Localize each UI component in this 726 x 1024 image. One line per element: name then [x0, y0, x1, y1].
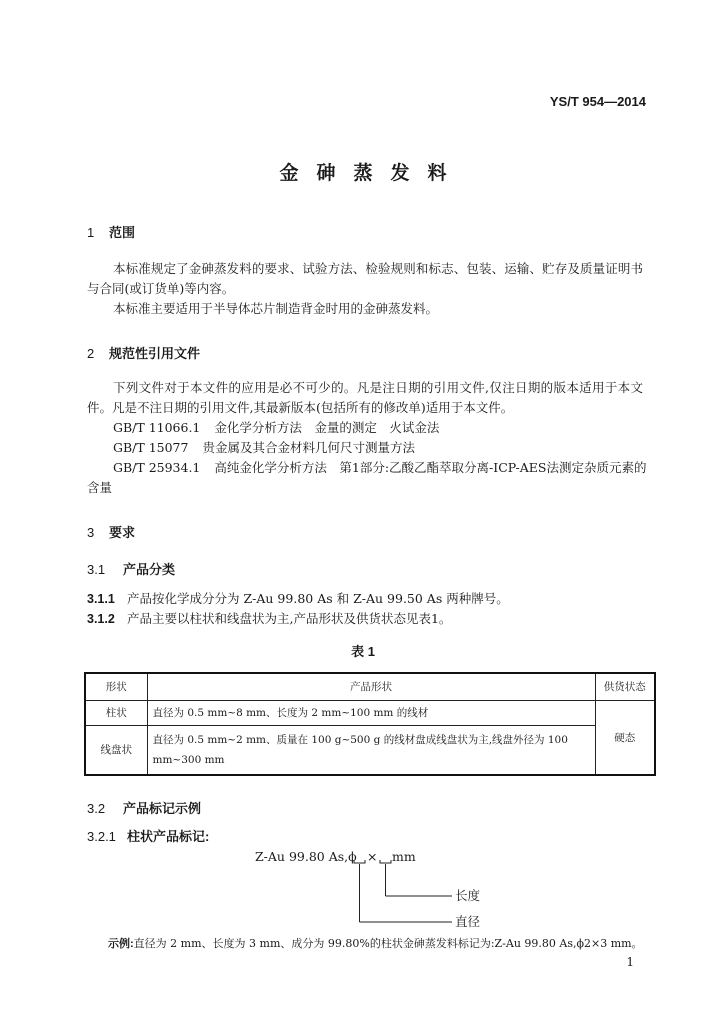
marking-cross: ×: [367, 849, 378, 864]
section-title: 产品标记示例: [123, 801, 202, 816]
table-header-row: [85, 673, 655, 701]
reference-code: GB/T 15077: [113, 440, 189, 455]
clause-3-1-2: [87, 609, 451, 629]
section-2-paragraph-1: 下列文件对于本文件的应用是必不可少的。凡是注日期的引用文件,仅注日期的版本适用于本文件。凡是不注日期的引用文件,其最新版本(包括所有的修改单)适用于本文件。: [87, 380, 643, 415]
table-cell-shape: 柱状: [85, 701, 147, 726]
section-number: 1: [87, 225, 95, 240]
table-cell-shape: 线盘状: [85, 726, 147, 776]
section-number: 3: [87, 525, 95, 540]
section-title: 规范性引用文件: [109, 346, 201, 361]
clause-3-1-1: [87, 589, 509, 609]
section-title: 柱状产品标记:: [127, 829, 210, 844]
section-number: 3.2.1: [87, 829, 116, 844]
section-title: 范围: [109, 225, 136, 240]
length-box: [380, 860, 391, 863]
reference-code: GB/T 25934.1: [113, 460, 201, 475]
marking-prefix: Z-Au 99.80 As,ϕ: [255, 849, 357, 864]
clause-text: 产品按化学成分分为 Z-Au 99.80 As 和 Z-Au 99.50 As 两种牌号。: [127, 591, 509, 606]
reference-item: [87, 458, 647, 498]
clause-number: 3.1.2: [87, 612, 115, 626]
example-note: [108, 935, 643, 951]
section-3-heading: [87, 522, 135, 541]
subsection-3-2-heading: [87, 798, 201, 817]
section-number: 2: [87, 346, 95, 361]
section-1-heading: [87, 222, 135, 241]
reference-code: GB/T 11066.1: [113, 420, 201, 435]
section-title: 产品分类: [123, 562, 176, 577]
page-number: 1: [626, 955, 634, 969]
reference-item: [87, 418, 647, 438]
label-diameter: 直径: [455, 914, 481, 929]
table-cell-desc: 直径为 0.5 mm~2 mm、质量在 100 g~500 g 的线材盘成线盘状为主,线盘外径为 100 mm~300 mm: [147, 726, 595, 776]
reference-title: 贵金属及其合金材料几何尺寸测量方法: [202, 440, 415, 455]
example-label: 示例:: [108, 938, 134, 950]
reference-title: 金化学分析方法 金量的测定 火试金法: [214, 420, 440, 435]
section-2-heading: [87, 343, 200, 362]
table-cell-supply-state: 硬态: [595, 701, 655, 776]
section-number: 3.1: [87, 562, 106, 577]
label-length: 长度: [455, 888, 481, 903]
subsection-3-1-heading: [87, 559, 175, 578]
reference-title: 高纯金化学分析方法 第1部分:乙酸乙酯萃取分离-ICP-AES法测定杂质元素的含量: [87, 460, 647, 495]
table-header-cell: 形状: [85, 673, 147, 701]
section-1-paragraph-1: 本标准规定了金砷蒸发料的要求、试验方法、检验规则和标志、包装、运输、贮存及质量证明书与合同(或订货单)等内容。: [87, 261, 643, 296]
table-caption: 表 1: [351, 644, 375, 659]
example-text: 直径为 2 mm、长度为 3 mm、成分为 99.80%的柱状金砷蒸发料标记为:Z-Au 99.80 As,ϕ2×3 mm。: [133, 937, 643, 950]
table-row: [85, 701, 655, 726]
section-title: 要求: [109, 525, 136, 540]
clause-number: 3.1.1: [87, 592, 115, 606]
section-1-paragraph-2: 本标准主要适用于半导体芯片制造背金时用的金砷蒸发料。: [113, 301, 439, 316]
reference-item: [87, 438, 647, 458]
marking-unit: mm: [392, 849, 416, 864]
table-cell-desc: 直径为 0.5 mm~8 mm、长度为 2 mm~100 mm 的线材: [147, 701, 595, 726]
table-header-cell: 供货状态: [595, 673, 655, 701]
table-header-cell: 产品形状: [147, 673, 595, 701]
section-number: 3.2: [87, 801, 106, 816]
clause-text: 产品主要以柱状和线盘状为主,产品形状及供货状态见表1。: [127, 611, 452, 626]
table-row: [85, 726, 655, 776]
product-shape-table: [84, 672, 656, 776]
standard-number: YS/T 954—2014: [549, 94, 646, 109]
document-title: 金砷蒸发料: [279, 162, 465, 184]
diameter-box: [354, 860, 365, 863]
clause-3-2-1-heading: [87, 826, 209, 845]
